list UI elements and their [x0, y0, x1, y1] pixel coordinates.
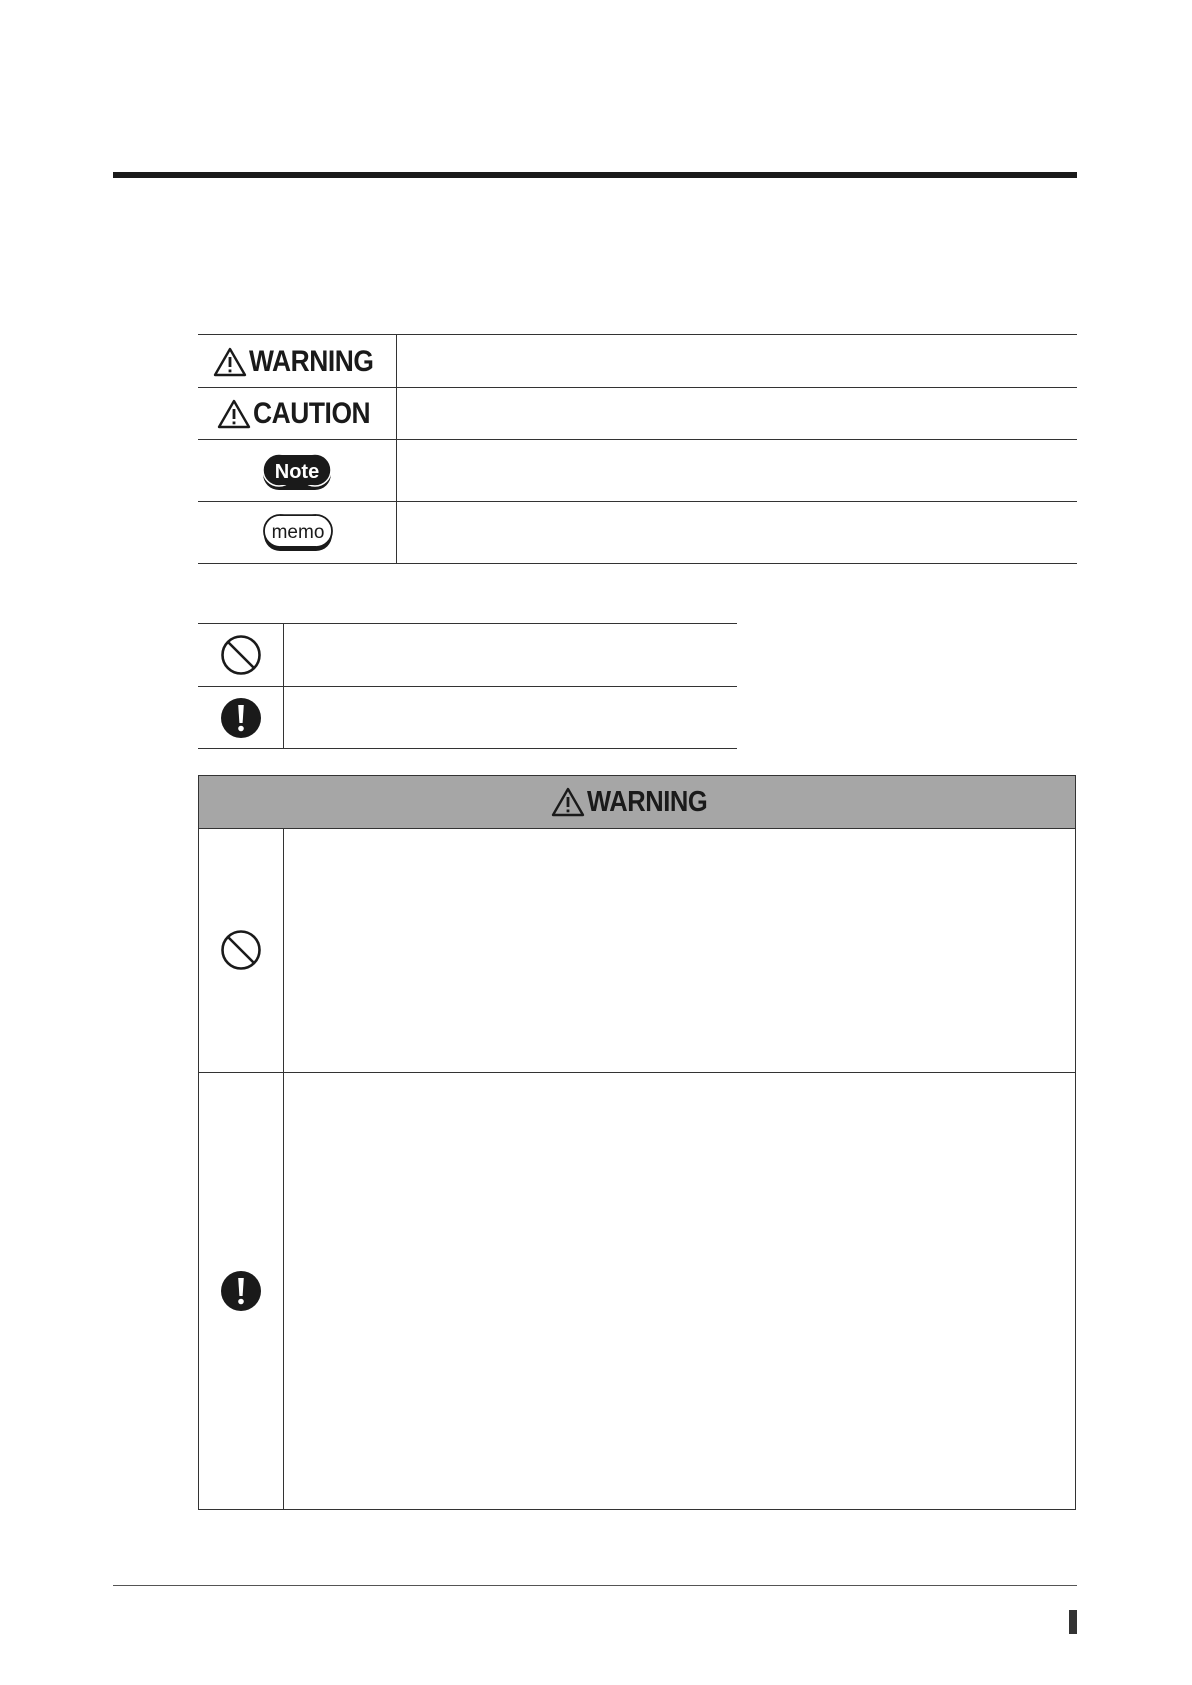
footer-rule — [113, 1585, 1077, 1586]
header-rule — [113, 172, 1077, 178]
caution-signal-word — [217, 396, 386, 432]
prohibited-icon — [220, 634, 262, 676]
memo-badge-text: memo — [271, 522, 325, 543]
caution-triangle-icon — [217, 399, 251, 429]
table-rule — [198, 334, 1077, 335]
prohibited-icon — [220, 929, 262, 971]
caution-signal-text: CAUTION — [253, 397, 371, 430]
warning-box-title-text: WARNING — [586, 785, 707, 818]
table-rule — [198, 686, 737, 687]
table-rule — [198, 623, 737, 624]
table-rule — [198, 563, 1077, 564]
table-rule — [198, 748, 737, 749]
table-rule — [198, 501, 1077, 502]
mandatory-action-icon — [220, 1270, 262, 1312]
table-rule — [198, 387, 1077, 388]
warning-box-header — [199, 776, 1075, 829]
note-badge-text: Note — [274, 461, 320, 483]
warning-box — [198, 775, 1076, 1510]
warning-box-row-rule — [198, 1072, 1076, 1073]
warning-signal-text: WARNING — [249, 345, 374, 378]
warning-box-divider — [283, 828, 284, 1510]
page-marker — [1069, 1610, 1077, 1634]
memo-badge-icon — [262, 510, 334, 554]
table-divider — [396, 334, 397, 564]
warning-triangle-icon — [551, 787, 585, 817]
warning-box-title — [551, 786, 724, 819]
mandatory-action-icon — [220, 697, 262, 739]
warning-triangle-icon — [213, 347, 247, 377]
table-divider — [283, 623, 284, 749]
note-badge-icon — [262, 449, 332, 493]
table-rule — [198, 439, 1077, 440]
warning-signal-word — [213, 344, 391, 380]
